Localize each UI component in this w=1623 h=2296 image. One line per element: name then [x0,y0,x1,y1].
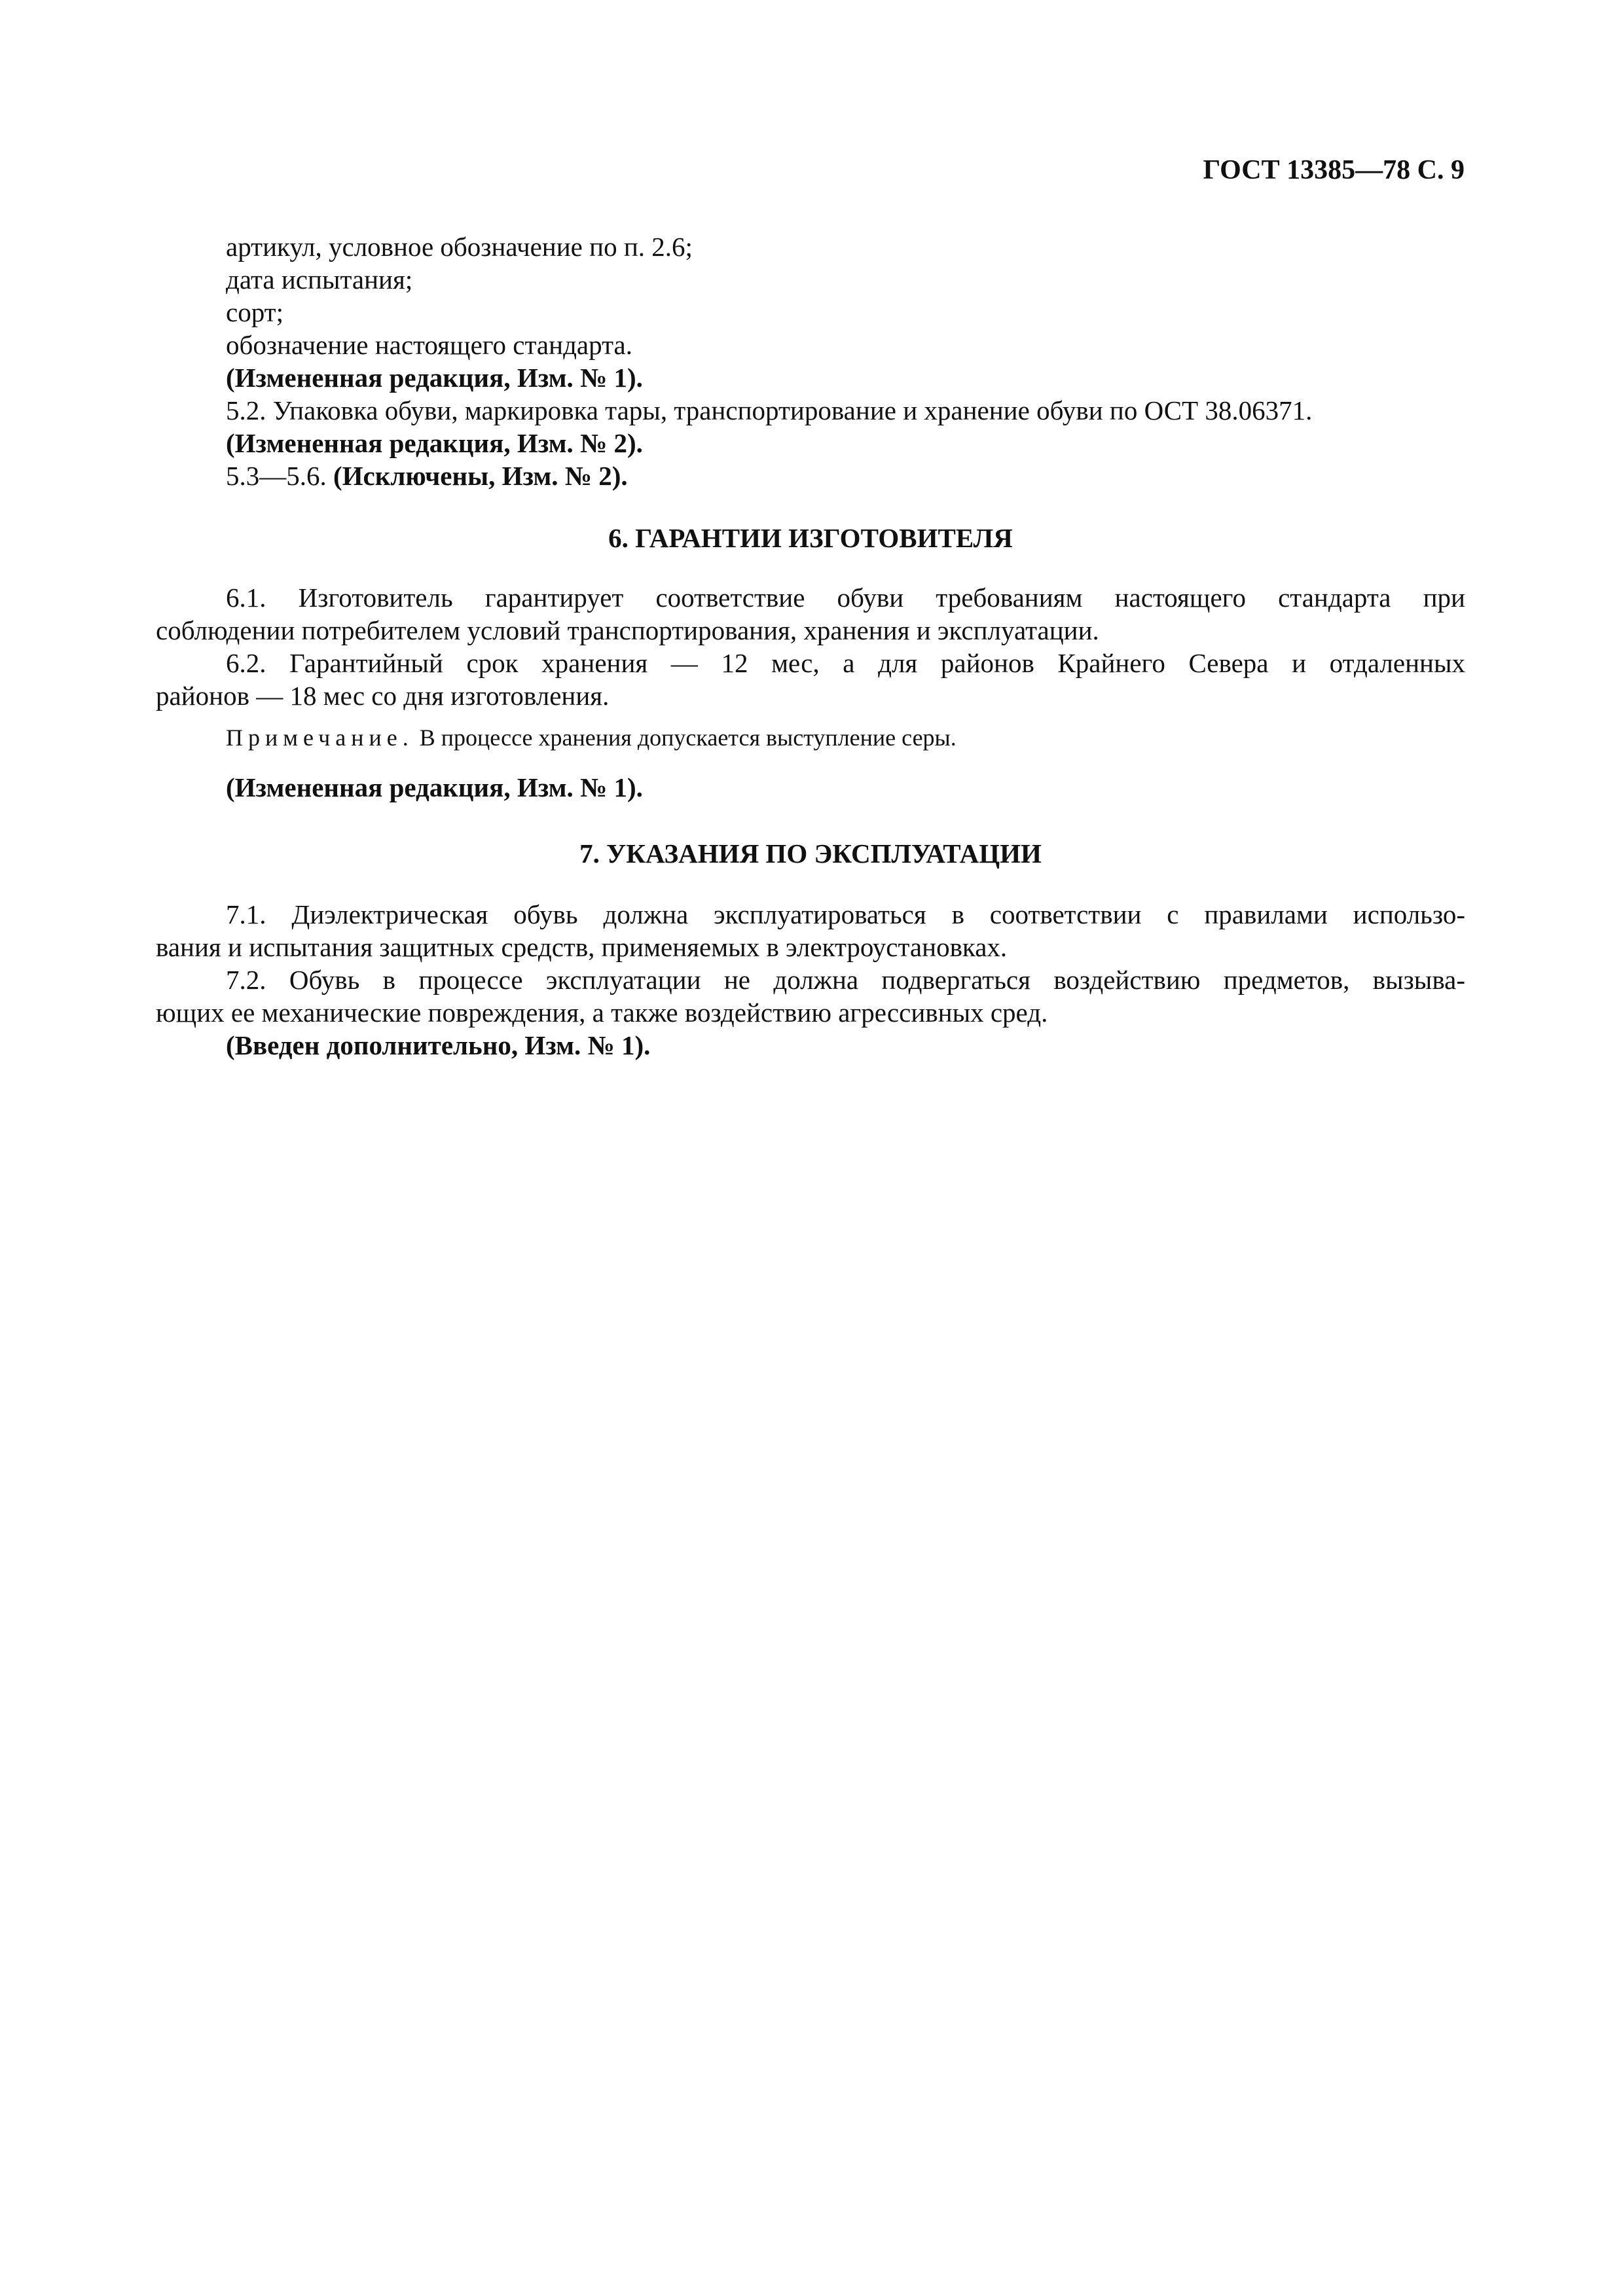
amendment-note: (Измененная редакция, Изм. № 2). [226,428,643,458]
clause-6-2-line1: 6.2. Гарантийный срок хранения — 12 мес, а для районов Крайнего Севера и отдаленных [226,648,1465,678]
section-6-title: 6. ГАРАНТИИ ИЗГОТОВИТЕЛЯ [608,523,1013,553]
marking-item-standard: обозначение настоящего стандарта. [226,330,632,360]
note-text: В процессе хранения допускается выступление серы. [413,725,957,751]
clause-6-1-line1: 6.1. Изготовитель гарантирует соответствие обуви требованиям настоящего стандарта при [226,583,1465,613]
section-7-title: 7. УКАЗАНИЯ ПО ЭКСПЛУАТАЦИИ [579,838,1042,869]
section-7-body [156,898,1465,1062]
section-6-body [156,581,1465,712]
clause-7-1-line1: 7.1. Диэлектрическая обувь должна эксплуатироваться в соответствии с правилами использо- [226,899,1465,929]
amendment-note: (Измененная редакция, Изм. № 1). [226,772,643,802]
note-label: Примечание. [226,725,414,751]
clause-6-2-line2: районов — 18 мес со дня изготовления. [156,681,610,711]
section5-continuation [156,230,1465,492]
clause-5-2: 5.2. Упаковка обуви, маркировка тары, транспортирование и хранение обуви по ОСТ 38.06371. [226,395,1313,425]
clause-7-2-line2: ющих ее механические повреждения, а также воздействию агрессивных сред. [156,997,1048,1028]
section-6-amendment [156,771,1465,804]
clause-number: 5.3—5.6. [226,461,327,491]
marking-item-grade: сорт; [226,297,283,327]
running-head: ГОСТ 13385—78 С. 9 [1203,155,1465,185]
clause-7-2-line1: 7.2. Обувь в процессе эксплуатации не должна подвергаться воздействию предметов, вызыва- [226,965,1465,995]
note [156,721,1465,754]
amendment-note: (Измененная редакция, Изм. № 1). [226,363,643,393]
section-6-note [156,721,1465,754]
amendment-note: (Введен дополнительно, Изм. № 1). [226,1030,651,1060]
clause-6-1-line2: соблюдении потребителем условий транспортирования, хранения и эксплуатации. [156,615,1099,645]
clause-7-1-line2: вания и испытания защитных средств, применяемых в электроустановках. [156,932,1008,962]
clause-5-3-5-6 [156,459,1465,492]
marking-item-test-date: дата испытания; [226,264,413,295]
amendment-note: (Исключены, Изм. № 2). [333,461,628,491]
marking-item-article: артикул, условное обозначение по п. 2.6; [226,232,693,262]
